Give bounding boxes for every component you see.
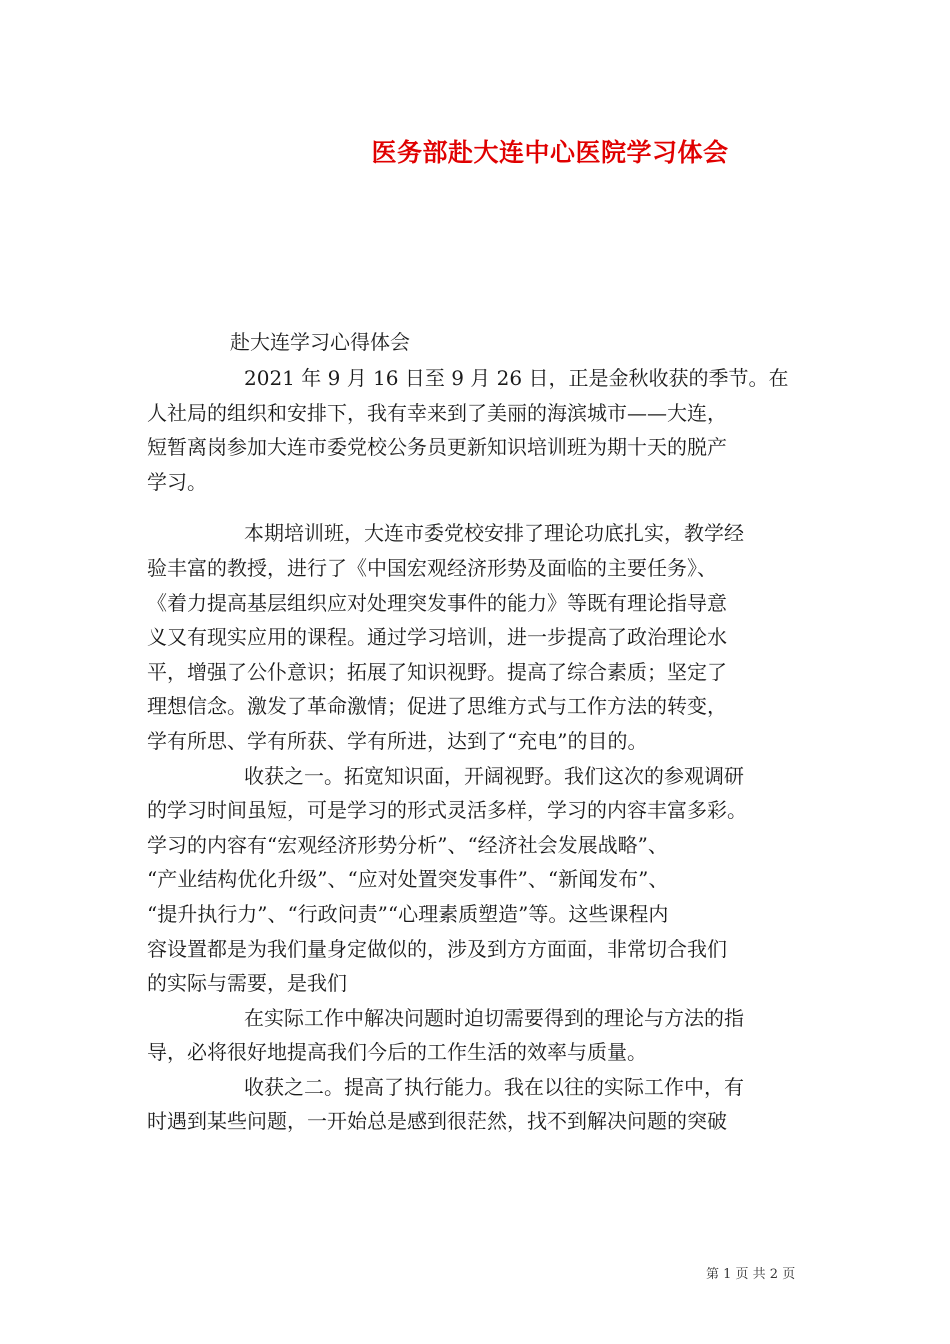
paragraph-line: 平，增强了公仆意识；拓展了知识视野。提高了综合素质；坚定了 xyxy=(147,659,727,684)
page-number: 第 1 页 共 2 页 xyxy=(706,1267,796,1282)
paragraph-line: 收获之一。拓宽知识面，开阔视野。我们这次的参观调研 xyxy=(244,763,744,788)
paragraph-line: “产业结构优化升级”、“应对处置突发事件”、“新闻发布”、 xyxy=(147,867,669,892)
document-subtitle: 赴大连学习心得体会 xyxy=(230,330,410,354)
paragraph-5 xyxy=(147,1070,827,1139)
paragraph-line: 学习的内容有“宏观经济形势分析”、“经济社会发展战略”、 xyxy=(147,832,668,857)
paragraph-line: 本期培训班，大连市委党校安排了理论功底扎实，教学经 xyxy=(244,521,744,546)
paragraph-line: 时遇到某些问题，一开始总是感到很茫然，找不到解决问题的突破 xyxy=(147,1109,727,1134)
paragraph-line: 的实际与需要，是我们 xyxy=(147,971,347,996)
paragraph-2 xyxy=(147,516,827,758)
paragraph-line: 人社局的组织和安排下，我有幸来到了美丽的海滨城市——大连， xyxy=(147,400,727,425)
paragraph-line: 的学习时间虽短，可是学习的形式灵活多样，学习的内容丰富多彩。 xyxy=(147,798,747,823)
paragraph-line: 学有所思、学有所获、学有所进，达到了“充电”的目的。 xyxy=(147,728,648,753)
paragraph-line: 《着力提高基层组织应对处理突发事件的能力》等既有理论指导意 xyxy=(147,590,727,615)
paragraph-line: 收获之二。提高了执行能力。我在以往的实际工作中，有 xyxy=(244,1074,744,1099)
paragraph-line: “提升执行力”、“行政问责”“心理素质塑造”等。这些课程内 xyxy=(147,901,669,926)
document-body xyxy=(147,361,827,1139)
paragraph-4 xyxy=(147,1001,827,1070)
paragraph-line: 义又有现实应用的课程。通过学习培训，进一步提高了政治理论水 xyxy=(147,625,727,650)
paragraph-line: 导，必将很好地提高我们今后的工作生活的效率与质量。 xyxy=(147,1040,647,1065)
paragraph-line: 验丰富的教授，进行了《中国宏观经济形势及面临的主要任务》、 xyxy=(147,555,717,580)
paragraph-line: 2021 年 9 月 16 日至 9 月 26 日，正是金秋收获的季节。在 xyxy=(244,366,789,390)
paragraph-line: 短暂离岗参加大连市委党校公务员更新知识培训班为期十天的脱产 xyxy=(147,435,727,460)
paragraph-3 xyxy=(147,759,827,1001)
paragraph-1 xyxy=(147,361,827,499)
document-title: 医务部赴大连中心医院学习体会 xyxy=(371,138,729,167)
paragraph-line: 学习。 xyxy=(147,469,207,494)
paragraph-line: 在实际工作中解决问题时迫切需要得到的理论与方法的指 xyxy=(244,1005,744,1030)
paragraph-line: 理想信念。激发了革命激情；促进了思维方式与工作方法的转变， xyxy=(147,694,727,719)
paragraph-line: 容设置都是为我们量身定做似的，涉及到方方面面，非常切合我们 xyxy=(147,936,727,961)
